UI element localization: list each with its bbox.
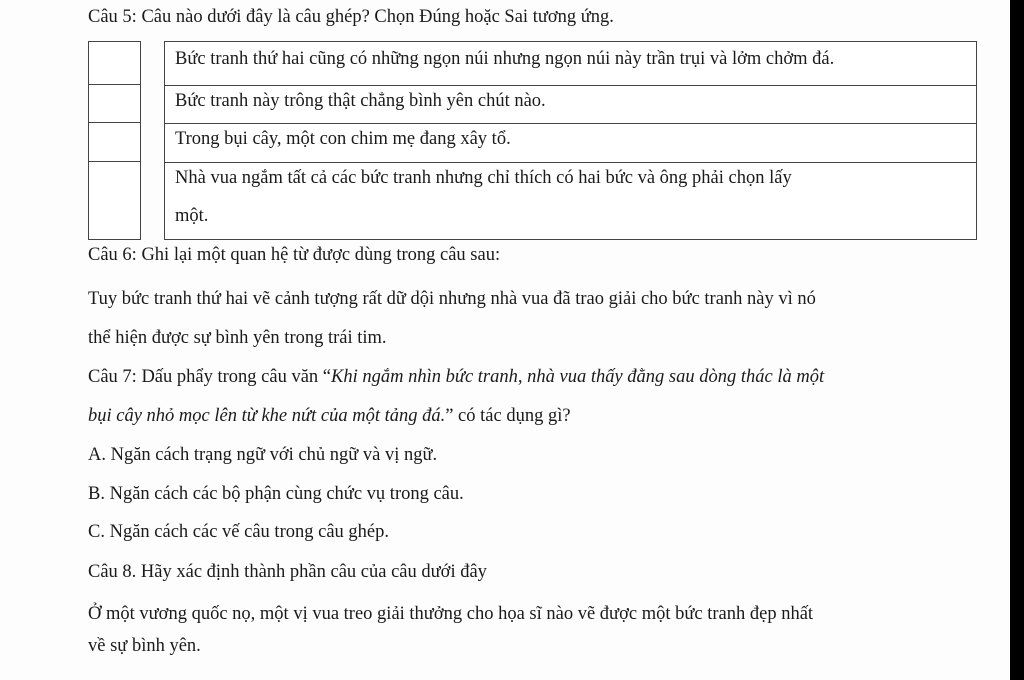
statement-text-continued: một. <box>175 206 209 226</box>
question-7-line-1 <box>88 366 824 388</box>
table-row <box>165 42 976 85</box>
question-7-suffix: ” có tác dụng gì? <box>445 406 571 426</box>
answer-box-3[interactable] <box>88 122 141 162</box>
question-8-title: Câu 8. Hãy xác định thành phần câu của câu dưới đây <box>88 562 487 582</box>
table-row <box>165 162 976 241</box>
question-6-title: Câu 6: Ghi lại một quan hệ từ được dùng trong câu sau: <box>88 245 501 265</box>
statements-table <box>164 41 977 240</box>
option-c[interactable]: C. Ngăn cách các vế câu trong câu ghép. <box>88 522 389 542</box>
question-6-sentence-line-1: Tuy bức tranh thứ hai vẽ cảnh tượng rất dữ dội nhưng nhà vua đã trao giải cho bức tranh này vì nó <box>88 289 816 309</box>
table-row <box>165 123 976 162</box>
statement-text: Bức tranh thứ hai cũng có những ngọn núi nhưng ngọn núi này trần trụi và lởm chởm đá. <box>175 49 835 69</box>
statement-text: Nhà vua ngắm tất cả các bức tranh nhưng chỉ thích có hai bức và ông phải chọn lấy <box>175 168 792 188</box>
question-5-title: Câu 5: Câu nào dưới đây là câu ghép? Chọn Đúng hoặc Sai tương ứng. <box>88 7 614 27</box>
answer-box-1[interactable] <box>88 41 141 85</box>
option-b[interactable]: B. Ngăn cách các bộ phận cùng chức vụ trong câu. <box>88 484 464 504</box>
option-a[interactable]: A. Ngăn cách trạng ngữ với chủ ngữ và vị ngữ. <box>88 445 438 465</box>
answer-box-2[interactable] <box>88 84 141 123</box>
question-7-quote-line-1: Khi ngắm nhìn bức tranh, nhà vua thấy đằng sau dòng thác là một <box>331 367 825 387</box>
question-8-sentence-line-2: về sự bình yên. <box>88 636 201 656</box>
question-7-quote-line-2: bụi cây nhỏ mọc lên từ khe nứt của một tảng đá. <box>88 406 446 426</box>
question-6-sentence-line-2: thể hiện được sự bình yên trong trái tim. <box>88 328 387 348</box>
question-8-sentence-line-1: Ở một vương quốc nọ, một vị vua treo giải thưởng cho họa sĩ nào vẽ được một bức tranh đẹp nhất <box>88 604 814 624</box>
statement-text: Trong bụi cây, một con chim mẹ đang xây tổ. <box>175 129 511 149</box>
question-7-line-2 <box>88 405 571 427</box>
table-row <box>165 85 976 123</box>
answer-box-4[interactable] <box>88 161 141 240</box>
statement-text: Bức tranh này trông thật chẳng bình yên chút nào. <box>175 91 546 111</box>
question-7-prefix: Câu 7: Dấu phẩy trong câu văn “ <box>88 367 331 387</box>
